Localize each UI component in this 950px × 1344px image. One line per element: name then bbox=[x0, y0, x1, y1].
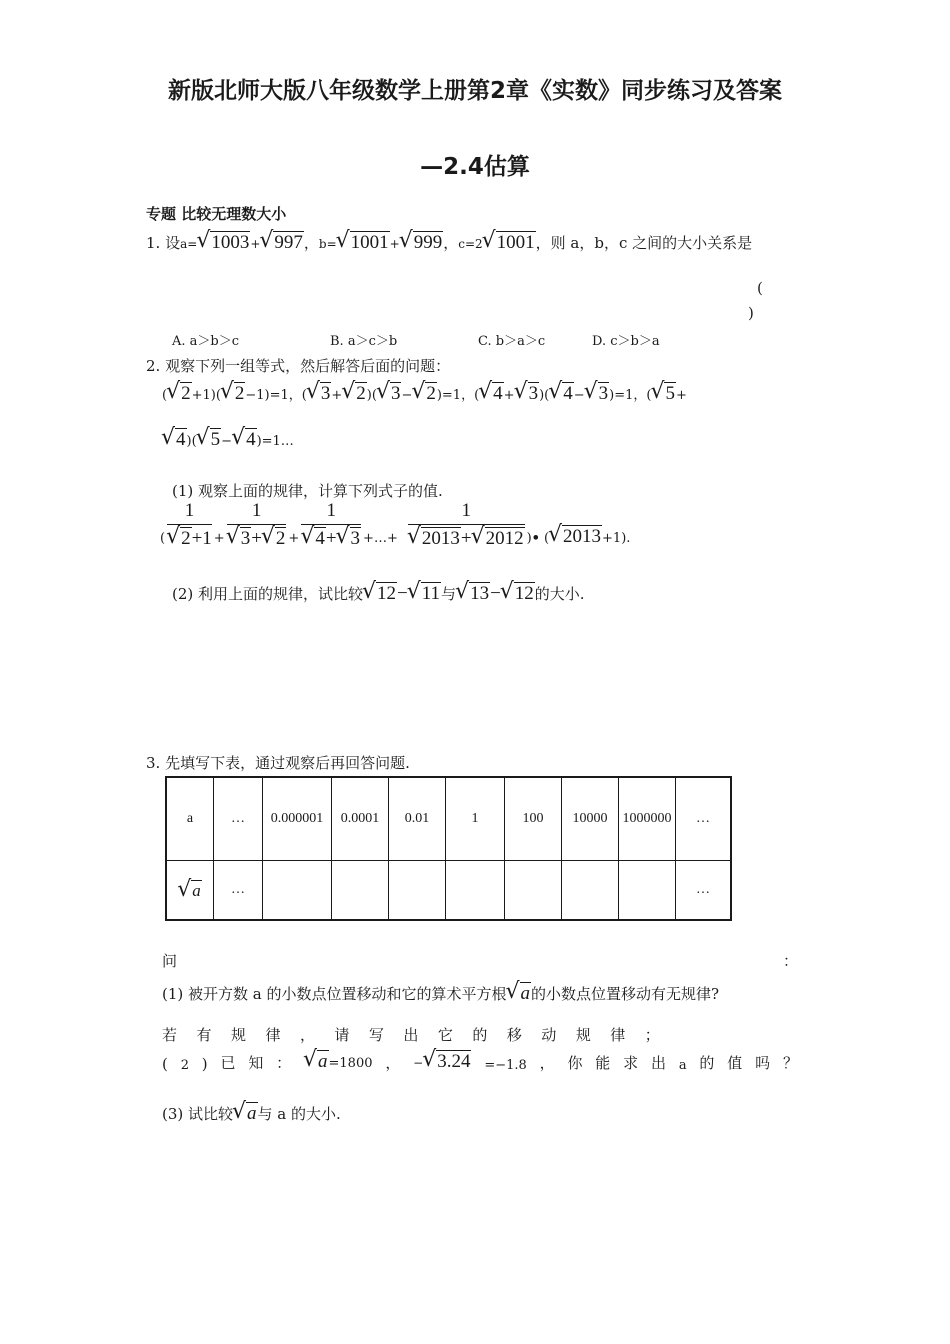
q3-part-1 bbox=[162, 982, 719, 1005]
table-cell bbox=[332, 861, 389, 921]
q3-p2-char: ( bbox=[162, 1055, 168, 1073]
q1-plus-1: + bbox=[250, 237, 261, 251]
q3-char: 移 bbox=[506, 1026, 522, 1044]
q3-char: 律 bbox=[265, 1026, 281, 1044]
table-cell: √ a bbox=[166, 861, 214, 921]
q2-p2-minus: − bbox=[397, 583, 408, 604]
q2-part-2 bbox=[172, 582, 585, 605]
q3-p1-lead: (1) 被开方数 a 的小数点位置移动和它的算术平方根 bbox=[162, 985, 507, 1003]
table-cell: … bbox=[676, 861, 732, 921]
q1-sqrt-997: √ 997 bbox=[260, 231, 304, 254]
fraction-2: 1 √ 3+√ 2 bbox=[227, 500, 287, 550]
q3-char: 出 bbox=[403, 1026, 419, 1044]
q2-eq-part: )=1，( bbox=[609, 388, 652, 403]
q3-char: 动 bbox=[541, 1026, 557, 1044]
q3-p2-val-2: =−1.8 bbox=[484, 1058, 527, 1073]
q3-p2-char: ？ bbox=[782, 1054, 798, 1072]
q2-p2-rad-11: √ 11 bbox=[408, 582, 441, 605]
q2-part-1: (1) 观察上面的规律，计算下列式子的值. bbox=[172, 482, 443, 500]
question-1 bbox=[146, 231, 752, 254]
table-cell: 100 bbox=[505, 777, 562, 861]
q2-equations-line-1 bbox=[162, 382, 687, 405]
table-cell bbox=[505, 861, 562, 921]
table-cell bbox=[263, 861, 332, 921]
fraction-4: 1 √ 2013+√ 2012 bbox=[408, 500, 525, 550]
q3-p3-rad: √ a bbox=[233, 1102, 258, 1125]
q1-option-a: A. a＞b＞c bbox=[172, 334, 240, 349]
q3-char: 写 bbox=[368, 1026, 384, 1044]
q2-eq-rad: √ 5 bbox=[197, 428, 222, 451]
q3-p2-char: 2 bbox=[180, 1058, 189, 1073]
q3-char: 它 bbox=[437, 1026, 453, 1044]
q2-close-paren: ) bbox=[526, 531, 532, 546]
q2-eq-part: +1)( bbox=[191, 388, 221, 403]
q2-fraction-sum bbox=[160, 500, 630, 550]
q2-p2-rad-12b: √ 12 bbox=[501, 582, 535, 605]
q2-eq-rad: √ 2 bbox=[412, 382, 437, 405]
q3-char: 请 bbox=[334, 1026, 350, 1044]
q3-char: 规 bbox=[575, 1026, 591, 1044]
q2-eq-part: )( bbox=[186, 434, 197, 449]
q3-p3-tail: 与 a 的大小. bbox=[257, 1105, 341, 1123]
table-cell: 1000000 bbox=[619, 777, 676, 861]
q2-eq-part: )( bbox=[366, 388, 377, 403]
question-2: 2. 观察下列一组等式，然后解答后面的问题： bbox=[146, 357, 451, 375]
title-line-1: 新版北师大版八年级数学上册第2章《实数》同步练习及答案 bbox=[167, 78, 782, 104]
q1-number: 1. bbox=[146, 234, 161, 252]
q3-p2-char: 已 bbox=[220, 1054, 236, 1072]
table-cell: 0.01 bbox=[389, 777, 446, 861]
q2-dots: +…+ bbox=[363, 531, 398, 546]
q2-eq-rad: √ 2 bbox=[167, 382, 192, 405]
q1-sqrt-999: √ 999 bbox=[400, 231, 444, 254]
q3-char: 若 bbox=[162, 1026, 178, 1044]
q3-p2-char: 吗 bbox=[755, 1054, 771, 1072]
q2-p2-rad-13: √ 13 bbox=[456, 582, 490, 605]
q2-eq-rad: √ 4 bbox=[232, 428, 257, 451]
q3-p2-char: ， bbox=[539, 1054, 555, 1072]
q1-paren-open: ( bbox=[757, 279, 763, 297]
q2-p2-with: 与 bbox=[441, 585, 457, 603]
q2-eq-part: ( bbox=[162, 388, 168, 403]
q2-eq-rad: √ 3 bbox=[585, 382, 610, 405]
topic-heading: 专题 比较无理数大小 bbox=[146, 205, 287, 223]
q1-sqrt-1003: √ 1003 bbox=[197, 231, 250, 254]
q3-p3-lead: (3) 试比较 bbox=[162, 1105, 234, 1123]
table-cell: 1 bbox=[446, 777, 505, 861]
q3-part-1-line-2 bbox=[162, 1024, 660, 1045]
q2-p2-tail: 的大小. bbox=[534, 585, 585, 603]
q2-eq-part: − bbox=[221, 434, 233, 449]
q3-p2-char: 的 bbox=[699, 1054, 715, 1072]
q3-char: ， bbox=[299, 1026, 315, 1044]
table-cell: 10000 bbox=[562, 777, 619, 861]
page-subtitle bbox=[0, 148, 950, 181]
q3-char: ； bbox=[644, 1026, 660, 1044]
q3-ask-line bbox=[162, 950, 798, 971]
q3-part-2 bbox=[162, 1050, 798, 1073]
q3-p2-char: ) bbox=[201, 1055, 208, 1073]
q1-sqrt-1001-b: √ 1001 bbox=[483, 231, 536, 254]
q3-ask-colon: ： bbox=[782, 952, 798, 970]
q2-last-rad: √ 2013 bbox=[549, 525, 602, 548]
table-row bbox=[166, 861, 731, 921]
q3-p2-expr-1: √ a=1800 bbox=[304, 1050, 372, 1073]
q3-p2-char: 求 bbox=[623, 1054, 639, 1072]
question-3: 3. 先填写下表，通过观察后再回答问题. bbox=[146, 754, 410, 772]
q1-paren-close: ) bbox=[748, 304, 754, 322]
q1-comma-1: ， bbox=[303, 234, 319, 252]
title-line-2: —2.4估算 bbox=[420, 154, 530, 180]
q2-eq-rad: √ 2 bbox=[221, 382, 246, 405]
q2-eq-rad: √ 4 bbox=[549, 382, 574, 405]
fraction-3: 1 √ 4+√ 3 bbox=[301, 500, 361, 550]
page-title bbox=[0, 72, 950, 105]
q2-eq-part: )( bbox=[539, 388, 550, 403]
q1-a-eq: a= bbox=[180, 237, 198, 251]
q3-p2-char: 出 bbox=[650, 1054, 666, 1072]
q3-p2-char: 你 bbox=[567, 1054, 583, 1072]
q3-p1-tail: 的小数点位置移动有无规律? bbox=[531, 985, 720, 1003]
q2-eq-rad: √ 4 bbox=[162, 428, 187, 451]
q2-p2-minus: − bbox=[490, 583, 501, 604]
table-cell: … bbox=[214, 777, 263, 861]
q2-eq-part: + bbox=[675, 388, 687, 403]
q2-plus: + bbox=[213, 531, 225, 546]
q1-option-d: D. c＞b＞a bbox=[592, 334, 660, 349]
q3-p2-comma: ， bbox=[385, 1054, 401, 1072]
q1-comma-2: ， bbox=[443, 234, 459, 252]
table-cell: a bbox=[166, 777, 214, 861]
q2-open-paren: ( bbox=[160, 531, 166, 546]
q3-p2-char: ： bbox=[276, 1054, 292, 1072]
q2-eq-rad: √ 5 bbox=[651, 382, 676, 405]
q3-part-3 bbox=[162, 1102, 341, 1125]
q2-eq-rad: √ 3 bbox=[515, 382, 540, 405]
table-cell bbox=[619, 861, 676, 921]
q2-dot: • bbox=[531, 531, 540, 546]
q1-lead: 设 bbox=[165, 234, 181, 252]
q2-eq-rad: √ 3 bbox=[377, 382, 402, 405]
q2-eq-rad: √ 3 bbox=[307, 382, 332, 405]
q2-eq-part: + bbox=[503, 388, 515, 403]
q1-b-eq: b= bbox=[318, 237, 337, 251]
q3-p2-char: 能 bbox=[595, 1054, 611, 1072]
table-cell: 0.000001 bbox=[263, 777, 332, 861]
q2-last-open: ( bbox=[543, 531, 550, 546]
q3-char: 的 bbox=[472, 1026, 488, 1044]
q3-p2-char: 值 bbox=[727, 1054, 743, 1072]
q2-p2-rad-12: √ 12 bbox=[363, 582, 397, 605]
table-cell: … bbox=[214, 861, 263, 921]
q1-option-c: C. b＞a＞c bbox=[478, 334, 546, 349]
data-table bbox=[165, 776, 732, 921]
q1-sqrt-1001-a: √ 1001 bbox=[337, 231, 390, 254]
table-cell: 0.0001 bbox=[332, 777, 389, 861]
q2-p2-lead: (2) 利用上面的规律，试比较 bbox=[172, 585, 364, 603]
table-row bbox=[166, 777, 731, 861]
table-cell bbox=[389, 861, 446, 921]
q3-p2-expr-2: −√ 3.24 bbox=[413, 1050, 471, 1073]
q2-eq-part: − bbox=[401, 388, 413, 403]
q3-char: 有 bbox=[196, 1026, 212, 1044]
q1-tail: ，则 a，b，c 之间的大小关系是 bbox=[535, 234, 753, 252]
q2-equations-line-2 bbox=[162, 428, 294, 451]
q3-p2-char: 知 bbox=[248, 1054, 264, 1072]
q2-eq-part: )=1… bbox=[256, 434, 294, 449]
table-cell: … bbox=[676, 777, 732, 861]
q2-eq-part: )=1，( bbox=[436, 388, 480, 403]
q2-eq-part: − bbox=[573, 388, 585, 403]
q3-p2-char: a bbox=[678, 1058, 687, 1073]
q2-eq-part: + bbox=[331, 388, 343, 403]
q3-ask: 问 bbox=[162, 952, 178, 970]
q2-plus: + bbox=[288, 531, 300, 546]
q1-option-b: B. a＞c＞b bbox=[330, 334, 398, 349]
fraction-1: 1 √ 2+1 bbox=[167, 500, 212, 550]
q2-eq-rad: √ 4 bbox=[479, 382, 504, 405]
q2-eq-rad: √ 2 bbox=[342, 382, 367, 405]
q1-plus-2: + bbox=[389, 237, 400, 251]
q3-char: 规 bbox=[230, 1026, 246, 1044]
table-cell bbox=[446, 861, 505, 921]
q3-p1-rad: √ a bbox=[507, 982, 532, 1005]
q1-c-eq: c=2 bbox=[458, 237, 483, 251]
q2-eq-part: −1)=1，( bbox=[245, 388, 307, 403]
q3-char: 律 bbox=[610, 1026, 626, 1044]
table-cell bbox=[562, 861, 619, 921]
q2-last-close: +1). bbox=[602, 531, 631, 546]
